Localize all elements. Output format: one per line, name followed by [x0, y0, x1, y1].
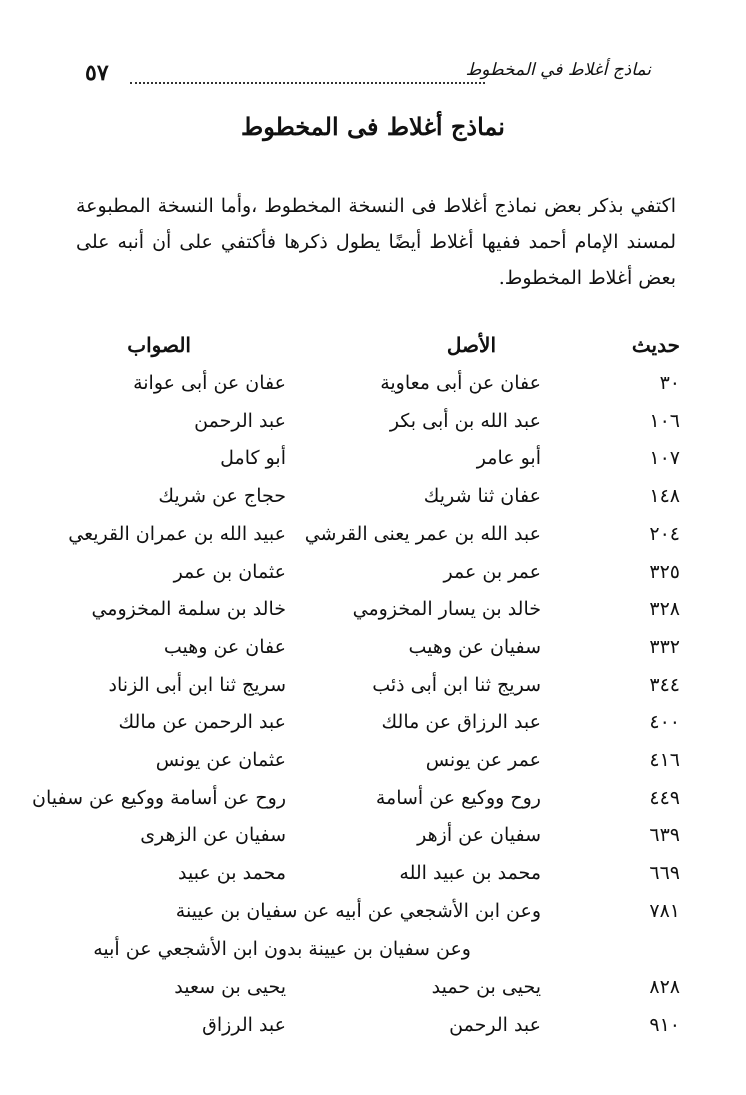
- hadith-number: ١٤٨: [649, 485, 680, 507]
- table-row: [0, 447, 746, 481]
- hadith-number: ٤٠٠: [649, 711, 680, 733]
- original-text: سريج ثنا ابن أبى ذئب: [372, 674, 541, 696]
- table-row: [0, 711, 746, 745]
- hadith-number: ١٠٦: [649, 410, 680, 432]
- correct-text: سريج ثنا ابن أبى الزناد: [108, 674, 286, 696]
- running-title: نماذج أغلاط في المخطوط: [465, 60, 651, 80]
- hadith-number: ١٠٧: [649, 447, 680, 469]
- correct-text: عفان عن وهيب: [163, 636, 286, 658]
- hadith-number: ٦٣٩: [649, 824, 680, 846]
- original-text: يحيى بن حميد: [431, 976, 541, 998]
- original-text: عبد الله بن عمر يعنى القرشي: [304, 523, 541, 545]
- table-row: [0, 749, 746, 783]
- original-text: روح ووكيع عن أسامة: [375, 787, 541, 809]
- original-text: سفيان عن أزهر: [417, 824, 541, 846]
- hadith-number: ٢٠٤: [649, 523, 680, 545]
- correct-text: خالد بن سلمة المخزومي: [91, 598, 286, 620]
- table-row: [0, 598, 746, 632]
- table-row: [0, 976, 746, 1010]
- intro-paragraph: اكتفي بذكر بعض نماذج أغلاط فى النسخة المخطوط ،وأما النسخة المطبوعة لمسند الإمام أحمد ففيها أغلاط أيضًا يطول ذكرها فأكتفي على أن أنبه على بعض أغلاط المخطوط.: [76, 195, 676, 289]
- table-row: [0, 674, 746, 708]
- original-text: عبد الرزاق عن مالك: [381, 711, 541, 733]
- correct-text: عثمان عن يونس: [155, 749, 286, 771]
- correct-text: عفان عن أبى عوانة: [133, 372, 286, 394]
- table-row: [0, 900, 746, 934]
- hadith-number: ٣٠: [659, 372, 680, 394]
- correct-text: عبد الرزاق: [202, 1014, 286, 1036]
- hadith-number: ٤١٦: [649, 749, 680, 771]
- correct-text: عثمان بن عمر: [173, 561, 286, 583]
- hadith-number: ٨٢٨: [649, 976, 680, 998]
- table-row: [0, 1014, 746, 1048]
- table-row: [0, 787, 746, 821]
- original-text: وعن ابن الأشجعي عن أبيه عن سفيان بن عيينة: [175, 900, 541, 922]
- original-text: عبد الله بن أبى بكر: [389, 410, 541, 432]
- header-leader-dots: [130, 82, 485, 84]
- hadith-number: ٣٣٢: [649, 636, 680, 658]
- hadith-number: ٣٤٤: [649, 674, 680, 696]
- table-row: [0, 523, 746, 557]
- correction-note: وعن سفيان بن عيينة بدون ابن الأشجعي عن أبيه: [93, 938, 471, 960]
- table-row: [0, 372, 746, 406]
- page-title: نماذج أغلاط فى المخطوط: [241, 112, 505, 141]
- correct-text: محمد بن عبيد: [177, 862, 286, 884]
- table-row: [0, 636, 746, 670]
- table-row: [0, 824, 746, 858]
- hadith-number: ٩١٠: [649, 1014, 680, 1036]
- page-number: ٥٧: [85, 60, 109, 86]
- correct-text: عبيد الله بن عمران القريعي: [68, 523, 286, 545]
- correct-text: روح عن أسامة ووكيع عن سفيان: [31, 787, 286, 809]
- original-text: محمد بن عبيد الله: [399, 862, 541, 884]
- hadith-number: ٧٨١: [649, 900, 680, 922]
- column-header-correct: الصواب: [127, 333, 191, 357]
- correct-text: عبد الرحمن: [194, 410, 286, 432]
- hadith-number: ٦٦٩: [649, 862, 680, 884]
- correct-text: عبد الرحمن عن مالك: [118, 711, 286, 733]
- original-text: عبد الرحمن: [449, 1014, 541, 1036]
- correct-text: سفيان عن الزهرى: [140, 824, 286, 846]
- hadith-number: ٣٢٨: [649, 598, 680, 620]
- original-text: عفان عن أبى معاوية: [380, 372, 541, 394]
- correct-text: يحيى بن سعيد: [174, 976, 286, 998]
- column-header-original: الأصل: [446, 333, 496, 357]
- hadith-number: ٤٤٩: [649, 787, 680, 809]
- original-text: سفيان عن وهيب: [408, 636, 541, 658]
- table-row: [0, 485, 746, 519]
- correct-text: أبو كامل: [220, 447, 286, 469]
- table-row: [0, 862, 746, 896]
- original-text: عمر بن عمر: [443, 561, 541, 583]
- original-text: أبو عامر: [476, 447, 541, 469]
- hadith-number: ٣٢٥: [649, 561, 680, 583]
- column-header-hadith: حديث: [631, 333, 680, 357]
- original-text: عفان ثنا شريك: [423, 485, 541, 507]
- table-row: [0, 410, 746, 444]
- original-text: خالد بن يسار المخزومي: [352, 598, 541, 620]
- table-row: [0, 561, 746, 595]
- correct-text: حجاج عن شريك: [158, 485, 286, 507]
- original-text: عمر عن يونس: [425, 749, 541, 771]
